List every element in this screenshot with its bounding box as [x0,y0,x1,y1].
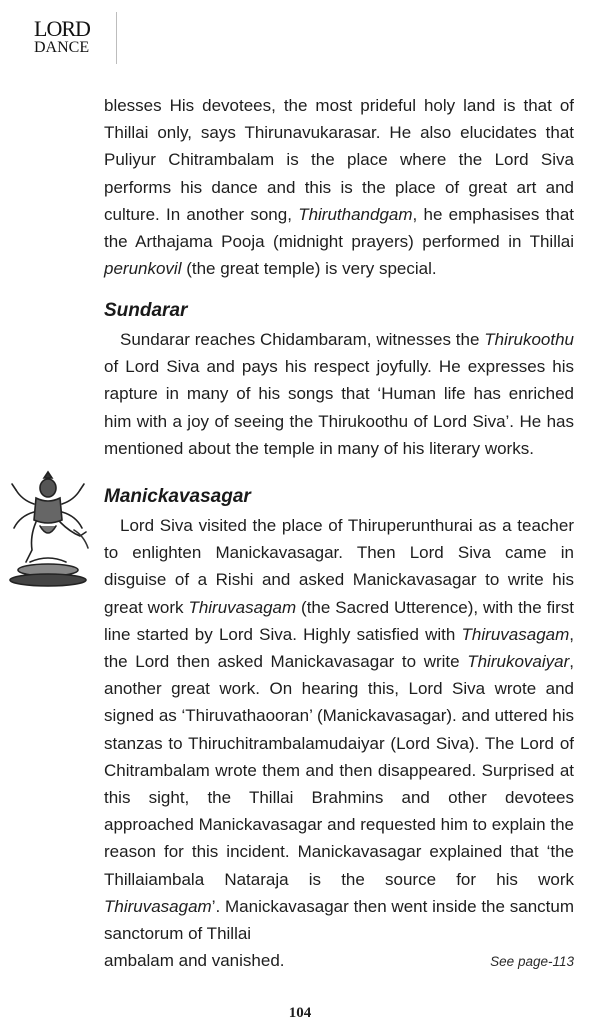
intro-italic-1: Thiruthandgam [298,204,413,224]
manick-italic-3: Thirukovaiyar [467,652,570,672]
manickavasagar-paragraph [104,512,574,947]
intro-text-3: (the great temple) is very special. [181,259,437,279]
sundarar-block [104,326,574,462]
manick-text-2: (the Sacred Utterence), with the first line started by Lord Siva. Highly satisfied with [104,597,574,644]
manickavasagar-block [104,512,574,975]
manick-italic-4: Thiruvasagam [104,896,212,916]
manick-text-5: ’. Manickavasagar then went inside the sanctum sanctorum of Thillai [104,896,574,944]
heading-sundarar: Sundarar [104,300,188,321]
manick-text-1: Lord Siva visited the place of Thiruperunthurai as a teacher to enlighten Manickavasagar. Then Lord Siva came in disguise of a Rishi and asked Manickavasagar to write his great work [104,516,574,617]
sundarar-paragraph [104,326,574,462]
sundarar-italic-1: Thirukoothu [484,330,574,349]
logo-line-2: DANCE [34,39,90,56]
sundarar-text-2: of Lord Siva and pays his respect joyfully. He expresses his rapture in many of his songs that ‘Human life has enriched him with a joy of seeing the Thirukoothu of Lord Siva’. He has mentioned about the temple in many of his literary works. [104,357,574,458]
final-line [104,947,574,975]
manick-italic-1: Thiruvasagam [188,597,297,617]
intro-text-2: , he emphasises that the Arthajama Pooja (midnight prayers) performed in Thillai [104,204,574,252]
page-number: 104 [288,1005,312,1021]
manick-last-line: ambalam and vanished. [104,951,285,971]
intro-paragraph [104,92,574,282]
sundarar-text-1: Sundarar reaches Chidambaram, witnesses the [120,330,485,349]
intro-italic-2: perunkovil [104,259,182,279]
running-header [30,12,117,64]
manick-text-3: , the Lord then asked Manickavasagar to write [104,624,574,672]
manick-text-4: , another great work. On hearing this, Lord Siva wrote and signed as ‘Thiruvathaooran’ (Manickavasagar). and uttered his stanzas to Thiruchitrambalamudaiyar (Lord Siva). The Lord of Chitrambalam wrote them and then disappeared. Surprised at this sight, the Thillai Brahmins and other devotees approached Manickavasagar and requested him to explain the reason for this incident. Manickavasagar explained that ‘the Thillaiambala Nataraja is the source for his work [104,652,574,889]
logo-line-1: LORD [34,16,90,41]
book-logo [34,18,90,56]
intro-paragraph-block [104,92,574,282]
nataraja-figure-illustration [4,470,92,588]
manick-italic-2: Thiruvasagam [461,624,570,644]
heading-manickavasagar: Manickavasagar [104,486,251,507]
intro-text-1: blesses His devotees, the most prideful holy land is that of Thillai only, says Thirunavukarasar. He also elucidates that Puliyur Chitrambalam is the place where the Lord Siva performs his dance and this is the place of great art and culture. In another song, [104,96,574,224]
see-page-reference: See page-113 [490,954,574,970]
